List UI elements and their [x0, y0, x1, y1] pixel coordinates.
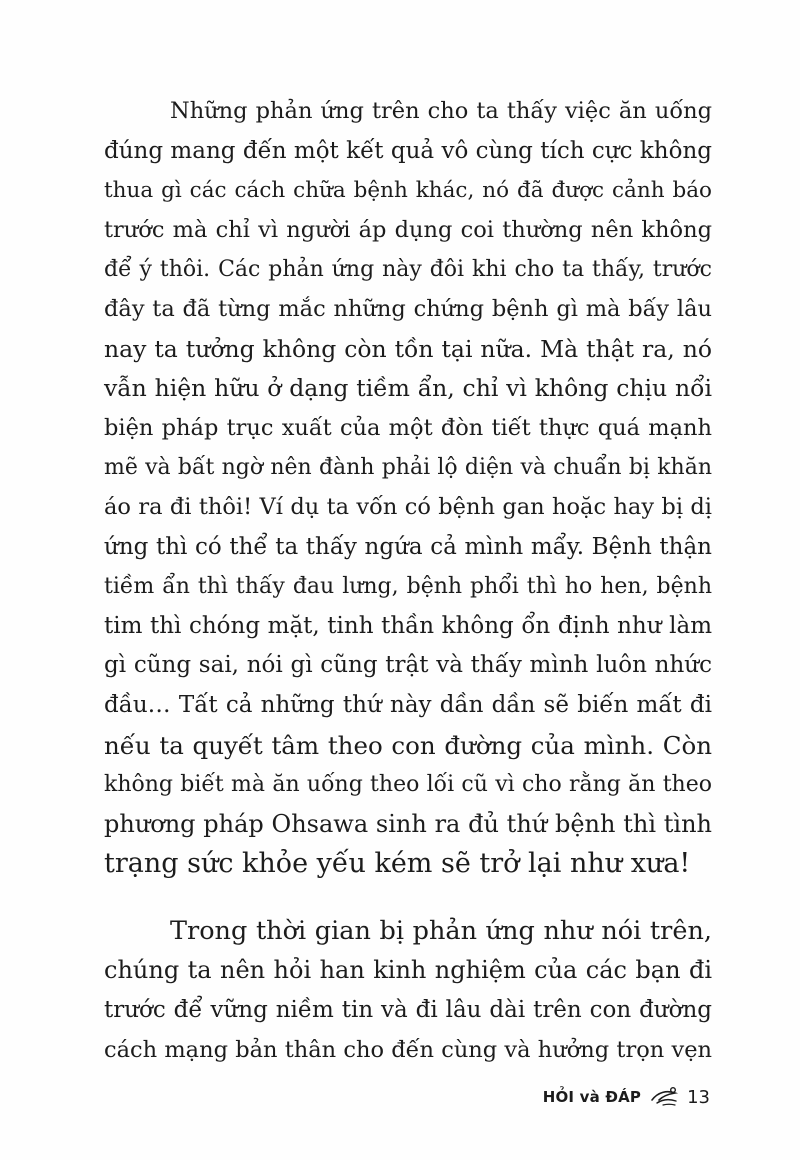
text-line: tim thì chóng mặt, tinh thần không ổn định như làm	[104, 612, 712, 639]
text-line: Những phản ứng trên cho ta thấy việc ăn uống	[170, 98, 712, 124]
leaf-swirl-icon	[649, 1085, 679, 1109]
running-footer-title: HỎI và ĐÁP	[542, 1088, 642, 1106]
text-line: vẫn hiện hữu ở dạng tiềm ẩn, chỉ vì không chịu nổi	[104, 374, 712, 403]
text-line: mẽ và bất ngờ nên đành phải lộ diện và chuẩn bị khăn	[104, 455, 712, 481]
text-line: nếu ta quyết tâm theo con đường của mình. Còn	[104, 730, 712, 760]
text-line: Trong thời gian bị phản ứng như nói trên,	[170, 915, 712, 946]
text-line: đầu… Tất cả những thứ này dần dần sẽ biến mất đi	[104, 691, 712, 718]
text-line: đây ta đã từng mắc những chứng bệnh gì mà bấy lâu	[104, 295, 712, 322]
text-line: đúng mang đến một kết quả vô cùng tích cực không	[104, 137, 712, 164]
page-footer	[530, 1080, 710, 1114]
paragraph-spacer	[104, 884, 712, 912]
text-line: tiềm ẩn thì thấy đau lưng, bệnh phổi thì ho hen, bệnh	[104, 574, 712, 600]
text-line: trạng sức khỏe yếu kém sẽ trở lại như xưa!	[104, 848, 691, 880]
text-line: phương pháp Ohsawa sinh ra đủ thứ bệnh thì tình	[104, 809, 712, 838]
text-line: gì cũng sai, nói gì cũng trật và thấy mình luôn nhức	[104, 652, 712, 679]
text-line: không biết mà ăn uống theo lối cũ vì cho rằng ăn theo	[104, 772, 712, 798]
text-line: áo ra đi thôi! Ví dụ ta vốn có bệnh gan hoặc hay bị dị	[104, 493, 712, 520]
body-text	[104, 92, 712, 1070]
text-line: trước để vững niềm tin và đi lâu dài trên con đường	[104, 997, 712, 1024]
text-line: để ý thôi. Các phản ứng này đôi khi cho ta thấy, trước	[104, 257, 712, 283]
text-line: biện pháp trục xuất của một đòn tiết thực quá mạnh	[104, 414, 712, 441]
text-line: ứng thì có thể ta thấy ngứa cả mình mẩy. Bệnh thận	[104, 533, 712, 560]
page-number: 13	[687, 1086, 710, 1108]
text-line: thua gì các cách chữa bệnh khác, nó đã được cảnh báo	[104, 178, 712, 204]
text-line: chúng ta nên hỏi han kinh nghiệm của các bạn đi	[104, 956, 712, 985]
text-line: trước mà chỉ vì người áp dụng coi thường nên không	[104, 216, 712, 243]
text-line: nay ta tưởng không còn tồn tại nữa. Mà thật ra, nó	[104, 334, 712, 363]
text-line: cách mạng bản thân cho đến cùng và hưởng trọn vẹn	[104, 1036, 712, 1063]
